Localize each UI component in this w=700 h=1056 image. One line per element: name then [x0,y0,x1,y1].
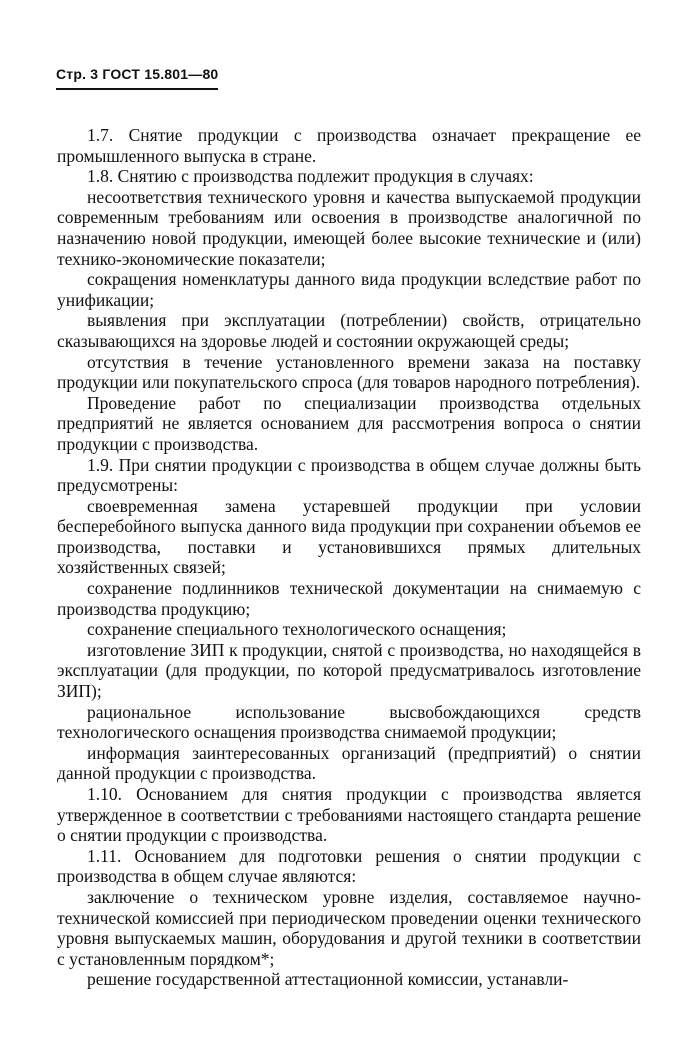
paragraph-1-11: 1.11. Основанием для подготовки решения о снятии продукции с производства в общем случае являются: [57,845,641,887]
document-body [57,125,641,990]
list-item: несоответствия технического уровня и качества выпускаемой продукции современным требованиям или освоения в производстве аналогичной по назначению новой продукции, имеющей более высокие технические и (или) технико-экономические показатели; [57,186,641,269]
paragraph-note: Проведение работ по специализации производства отдельных предприятий не является основанием для рассмотрения вопроса о снятии продукции с производства. [57,392,641,454]
paragraph-1-9: 1.9. При снятии продукции с производства в общем случае должны быть предусмотрены: [57,454,641,496]
list-item: информация заинтересованных организаций (предприятий) о снятии данной продукции с производства. [57,742,641,784]
list-item: выявления при эксплуатации (потреблении) свойств, отрицательно сказывающихся на здоровье людей и состоянии окружающей среды; [57,310,641,351]
list-item: своевременная замена устаревшей продукции при условии бесперебойного выпуска данного вида продукции при сохранении объемов ее производства, поставки и установившихся прямых длительных хозяйственных связей; [57,495,641,578]
list-item: рациональное использование высвобождающихся средств технологического оснащения производства снимаемой продукции; [57,701,641,743]
paragraph-1-8: 1.8. Снятию с производства подлежит продукция в случаях: [87,166,534,187]
list-item: изготовление ЗИП к продукции, снятой с производства, но находящейся в эксплуатации (для продукции, по которой предусматривалось изготовление ЗИП); [57,639,641,702]
list-item: сохранение подлинников технической документации на снимаемую с производства продукцию; [57,578,641,619]
list-item: отсутствия в течение установленного времени заказа на поставку продукции или покупательского спроса (для товаров народного потребления). [57,351,641,393]
page-header: Стр. 3 ГОСТ 15.801—80 [56,66,218,90]
paragraph-1-10: 1.10. Основанием для снятия продукции с производства является утвержденное в соответствии с требованиями настоящего стандарта решение о снятии продукции с производства. [57,784,641,846]
list-item: заключение о техническом уровне изделия, составляемое научно-технической комиссией при периодическом проведении оценки технического уровня выпускаемых машин, оборудования и другой техники в соответствии с установленным порядком*; [57,886,641,969]
paragraph-1-7: 1.7. Снятие продукции с производства означает прекращение ее промышленного выпуска в стране. [57,125,641,166]
list-item: решение государственной аттестационной комиссии, устанавли- [87,969,569,990]
list-item: сохранение специального технологического оснащения; [87,619,507,640]
list-item: сокращения номенклатуры данного вида продукции вследствие работ по унификации; [57,269,641,310]
